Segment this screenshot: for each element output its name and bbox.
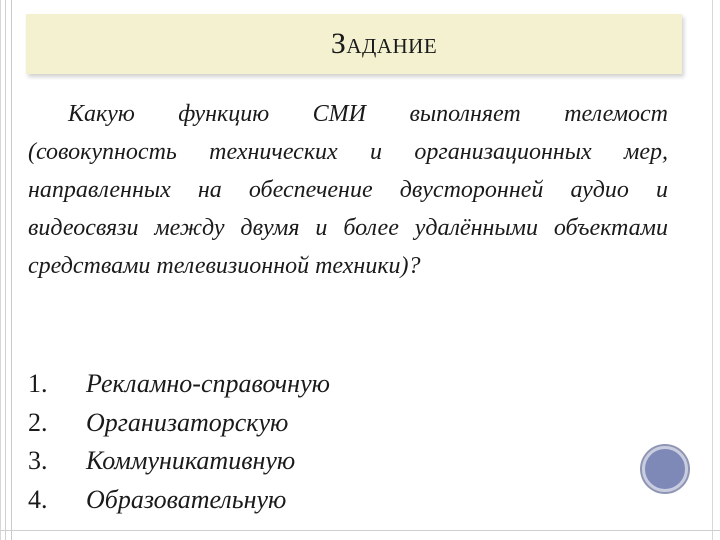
- option-number: 1.: [28, 369, 48, 398]
- slide-frame-left: [0, 0, 12, 540]
- circle-nav-icon[interactable]: [642, 446, 688, 492]
- option-text: Рекламно-справочную: [86, 369, 330, 398]
- answer-option: [28, 481, 330, 520]
- option-text: Организаторскую: [86, 407, 289, 437]
- option-text: Коммуникативную: [86, 446, 296, 475]
- option-number: 3.: [28, 446, 48, 475]
- option-text: Образовательную: [86, 484, 287, 514]
- answer-options: [28, 365, 330, 519]
- question-text: Какую функцию СМИ выполняет телемост (совокупность технических и организационных мер, направленных на обеспечение двусторонней аудио и видеосвязи между двумя и более удалёнными объектами средствами телевизионной техники)?: [28, 101, 668, 279]
- option-number: 4.: [28, 484, 48, 514]
- title-bar: [26, 14, 682, 74]
- answer-option: [28, 442, 330, 481]
- answer-option: [28, 404, 330, 443]
- slide-frame-right: [712, 0, 720, 540]
- slide-title: Задание: [330, 27, 438, 60]
- slide-frame-bottom: [0, 530, 720, 540]
- option-number: 2.: [28, 407, 48, 437]
- answer-option: [28, 365, 330, 404]
